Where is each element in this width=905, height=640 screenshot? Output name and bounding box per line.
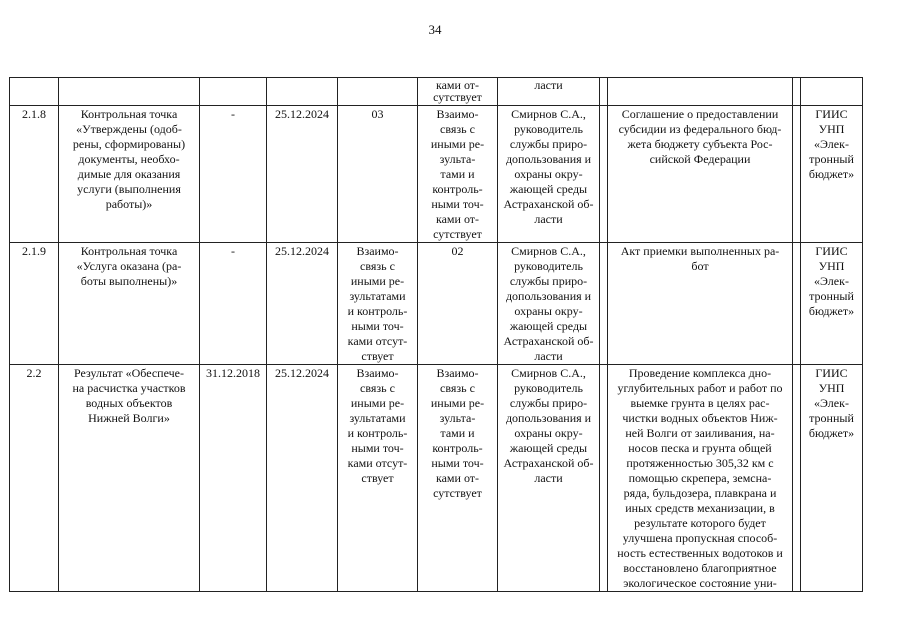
cell-responsible: ласти (498, 78, 600, 106)
cell-end: 25.12.2024 (267, 365, 338, 592)
cell-successor: 02 (418, 243, 498, 365)
cell-successor: Взаимо- связь с иными ре- зульта- тами и контроль- ными точ- ками от- сутствует (418, 365, 498, 592)
cell-start: 31.12.2018 (200, 365, 267, 592)
table-row-2-1-8 (10, 106, 863, 243)
table-row-2-1-9 (10, 243, 863, 365)
cell-document: Соглашение о предоставлении субсидии из федерального бюд- жета бюджету субъекта Рос- сийской Федерации (608, 106, 793, 243)
cell-name: Контрольная точка «Услуга оказана (ра- боты выполнены)» (59, 243, 200, 365)
cell-successor: ками от- сутствует (418, 78, 498, 106)
cell-system: ГИИС УНП «Элек- тронный бюджет» (801, 365, 863, 592)
cell-responsible: Смирнов С.А., руководитель службы приро- допользования и охраны окру- жающей среды Астраханской об- ласти (498, 106, 600, 243)
cell-document: Акт приемки выполненных ра- бот (608, 243, 793, 365)
cell-gap (600, 78, 608, 106)
cell-system: ГИИС УНП «Элек- тронный бюджет» (801, 243, 863, 365)
cell-predecessor: Взаимо- связь с иными ре- зультатами и контроль- ными точ- ками отсут- ствует (338, 365, 418, 592)
cell-end: 25.12.2024 (267, 243, 338, 365)
cell-name (59, 78, 200, 106)
document-table (9, 77, 863, 592)
cell-number: 2.2 (10, 365, 59, 592)
cell-document (608, 78, 793, 106)
cell-number: 2.1.8 (10, 106, 59, 243)
cell-gap (793, 78, 801, 106)
page-number: 34 (428, 22, 442, 37)
cell-end (267, 78, 338, 106)
cell-number (10, 78, 59, 106)
cell-gap (600, 243, 608, 365)
cell-start (200, 78, 267, 106)
cell-predecessor: 03 (338, 106, 418, 243)
cell-responsible: Смирнов С.А., руководитель службы приро- допользования и охраны окру- жающей среды Астраханской об- ласти (498, 243, 600, 365)
cell-gap (600, 106, 608, 243)
cell-system (801, 78, 863, 106)
cell-end: 25.12.2024 (267, 106, 338, 243)
cell-predecessor: Взаимо- связь с иными ре- зультатами и контроль- ными точ- ками отсут- ствует (338, 243, 418, 365)
cell-document: Проведение комплекса дно- углубительных работ и работ по выемке грунта в целях рас- чистки водных объектов Ниж- ней Волги от заиливания, на- носов песка и грунта общей протяженностью 305,32 км с помощью скрепера, земсна- ряда, бульдозера, плавкрана и иных средств механизации, в результате которого будет улучшена пропускная способ- ность естественных водотоков и восстановлено благоприятное экологическое состояние уни- (608, 365, 793, 592)
cell-responsible: Смирнов С.А., руководитель службы приро- допользования и охраны окру- жающей среды Астраханской об- ласти (498, 365, 600, 592)
cell-name: Результат «Обеспече- на расчистка участков водных объектов Нижней Волги» (59, 365, 200, 592)
cell-system: ГИИС УНП «Элек- тронный бюджет» (801, 106, 863, 243)
cell-name: Контрольная точка «Утверждены (одоб- рены, сформированы) документы, необхо- димые для оказания услуги (выполнения работы)» (59, 106, 200, 243)
table-row-carryover (10, 78, 863, 106)
cell-predecessor (338, 78, 418, 106)
cell-gap (793, 365, 801, 592)
cell-gap (793, 243, 801, 365)
cell-gap (600, 365, 608, 592)
cell-successor: Взаимо- связь с иными ре- зульта- тами и контроль- ными точ- ками от- сутствует (418, 106, 498, 243)
cell-number: 2.1.9 (10, 243, 59, 365)
cell-gap (793, 106, 801, 243)
cell-start: - (200, 243, 267, 365)
table-row-2-2 (10, 365, 863, 592)
cell-start: - (200, 106, 267, 243)
